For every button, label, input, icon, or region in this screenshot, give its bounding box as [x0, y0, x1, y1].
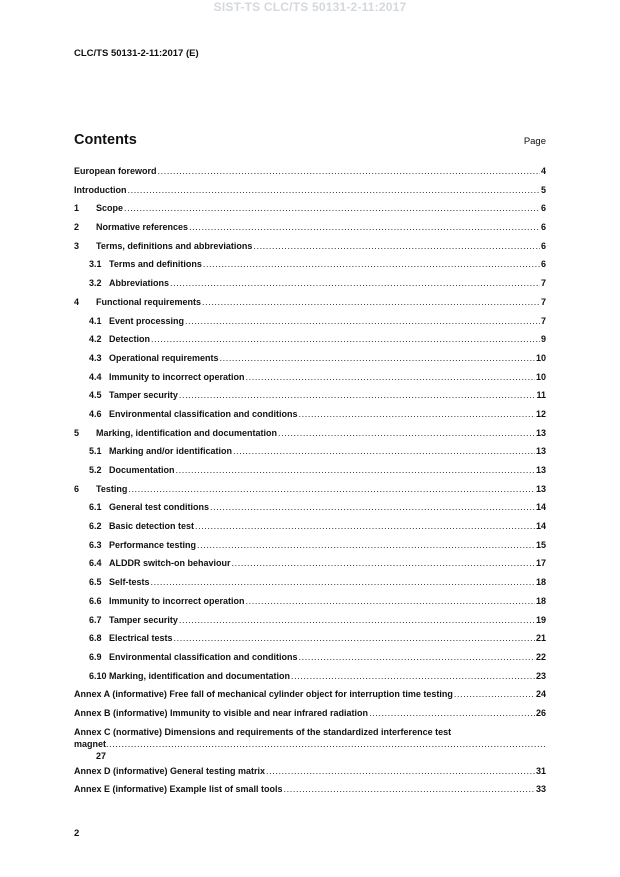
- toc-entry-number: 4.3: [89, 352, 102, 363]
- toc-entry-label: Functional requirements: [96, 296, 202, 307]
- toc-entry[interactable]: [74, 614, 546, 633]
- toc-entry-label: European foreword: [74, 166, 157, 176]
- toc-entry[interactable]: [74, 408, 546, 427]
- toc-entry-label: Normative references: [96, 222, 189, 233]
- toc-entry-label: Documentation: [109, 465, 175, 475]
- toc-entry-label: Annex E (informative) Example list of small tools: [74, 784, 283, 795]
- toc-entry-number: 5.1: [89, 446, 102, 457]
- toc-entry-number: 6.10: [89, 670, 107, 681]
- toc-entry-page: 22: [535, 651, 546, 662]
- toc-entry-label: Annex C (normative) Dimensions and requirements of the standardized interference test: [74, 726, 452, 737]
- toc-entry[interactable]: [74, 595, 546, 614]
- toc-entry-page: 13: [535, 427, 546, 438]
- contents-title: Contents: [74, 132, 137, 148]
- toc-entry-page: 6: [540, 240, 546, 251]
- toc-entry-number: 6: [74, 483, 80, 494]
- toc-leader-dots: [246, 371, 535, 383]
- toc-entry-label: Basic detection test: [109, 521, 195, 532]
- toc-entry-number: 6.4: [89, 558, 102, 569]
- toc-entry-page: 27: [96, 750, 107, 761]
- toc-leader-dots: [179, 614, 535, 626]
- toc-entry-page: 23: [535, 670, 546, 681]
- toc-entry-page: 19: [535, 614, 546, 625]
- toc-entry[interactable]: [74, 539, 546, 558]
- toc-leader-dots: [202, 296, 540, 308]
- toc-entry-page: 6: [540, 203, 546, 214]
- toc-leader-dots: [174, 632, 535, 644]
- toc-entry-page: 31: [535, 765, 546, 776]
- toc-leader-dots: [220, 352, 535, 364]
- toc-entry-page: 24: [535, 689, 546, 700]
- toc-entry[interactable]: [74, 520, 546, 539]
- toc-entry[interactable]: [74, 427, 546, 446]
- toc-leader-dots: [284, 783, 535, 795]
- toc-entry-page: 6: [540, 222, 546, 233]
- toc-entry[interactable]: [74, 371, 546, 390]
- toc-entry[interactable]: [74, 184, 546, 203]
- toc-entry-page: 9: [540, 334, 546, 345]
- toc-entry-page: 33: [535, 784, 546, 795]
- toc-entry-page: 11: [536, 390, 546, 401]
- toc-entry-label: General test conditions: [109, 502, 210, 513]
- toc-entry-label: Immunity to incorrect operation: [109, 595, 245, 606]
- toc-entry-number: 6.1: [89, 502, 102, 513]
- toc-entry-page: 15: [535, 539, 546, 550]
- toc-leader-dots: [278, 427, 535, 439]
- toc-entry-label: Introduction: [74, 184, 127, 195]
- toc-entry[interactable]: [74, 258, 546, 277]
- toc-leader-dots: [158, 165, 540, 177]
- toc-entry-label: Tamper security: [109, 614, 178, 625]
- toc-entry-number: 6.3: [89, 539, 102, 550]
- toc-entry-label: Event processing: [109, 315, 185, 326]
- toc-entry-page: 10: [535, 371, 546, 382]
- toc-entry[interactable]: [74, 688, 546, 707]
- toc-leader-dots: [246, 595, 535, 607]
- toc-entry-page: 26: [535, 707, 546, 718]
- toc-entry-label: Terms and definitions: [109, 259, 202, 270]
- toc-entry-label: Operational requirements: [109, 352, 219, 363]
- toc-entry-page: 7: [540, 296, 546, 307]
- toc-entry[interactable]: [74, 165, 546, 184]
- toc-entry-number: 3.2: [89, 278, 102, 289]
- toc-entry[interactable]: [74, 464, 546, 483]
- watermark: SIST-TS CLC/TS 50131-2-11:2017: [213, 0, 407, 14]
- toc-leader-dots: [124, 202, 540, 214]
- toc-entry-label: Detection: [109, 334, 151, 345]
- toc-entry[interactable]: [74, 557, 546, 576]
- toc-entry[interactable]: [74, 315, 546, 334]
- toc-leader-dots: [253, 240, 540, 252]
- page-column-label: Page: [523, 136, 546, 147]
- toc-entry[interactable]: [74, 202, 546, 221]
- toc-entry-page: 21: [535, 633, 546, 644]
- toc-entry-number: 4.1: [89, 315, 102, 326]
- toc-leader-dots: [232, 557, 535, 569]
- toc-entry-page: 7: [540, 315, 546, 326]
- toc-entry[interactable]: [74, 783, 546, 802]
- toc-leader-dots: [454, 688, 535, 700]
- toc-leader-dots: [299, 408, 535, 420]
- toc-entry-page: 13: [535, 483, 546, 494]
- toc-entry-label: Annex D (informative) General testing matrix: [74, 765, 266, 776]
- toc-entry-label: Electrical tests: [109, 633, 173, 644]
- toc-entry-number: 4.6: [89, 408, 102, 419]
- contents-heading: [74, 132, 546, 148]
- toc-entry-label: Tamper security: [109, 390, 178, 401]
- toc-leader-dots: [106, 738, 546, 750]
- toc-entry-page: 14: [535, 502, 546, 513]
- toc-leader-dots: [151, 576, 535, 588]
- toc-entry-page: 6: [540, 259, 546, 270]
- toc-entry[interactable]: [74, 221, 546, 240]
- toc-entry-page: 13: [535, 446, 546, 457]
- toc-entry-page: 18: [535, 595, 546, 606]
- toc-entry-number: 5: [74, 427, 80, 438]
- toc-entry-page: 12: [535, 408, 546, 419]
- toc-entry[interactable]: [74, 765, 546, 784]
- toc-entry-page: 14: [535, 521, 546, 532]
- toc-leader-dots: [179, 389, 536, 401]
- toc-entry-annex-c[interactable]: [74, 726, 546, 765]
- toc-entry-page: 5: [540, 184, 546, 195]
- toc-entry-label: Self-tests: [109, 577, 150, 588]
- toc-leader-dots: [176, 464, 535, 476]
- toc-entry-number: 5.2: [89, 465, 102, 475]
- toc-leader-dots: [291, 670, 535, 682]
- toc-entry-page: 18: [535, 577, 546, 588]
- toc-entry-number: 6.6: [89, 595, 102, 606]
- toc-entry[interactable]: [74, 277, 546, 296]
- toc-leader-dots: [210, 501, 535, 513]
- toc-entry-label: Immunity to incorrect operation: [109, 371, 245, 382]
- toc-entry[interactable]: [74, 352, 546, 371]
- toc-entry-page: 17: [535, 558, 546, 569]
- toc-entry-label: Annex B (informative) Immunity to visible and near infrared radiation: [74, 707, 369, 718]
- toc-entry-label: Performance testing: [109, 539, 197, 550]
- toc-entry-label: Marking and/or identification: [109, 446, 233, 457]
- toc-leader-dots: [299, 651, 535, 663]
- toc-entry-label: Environmental classification and conditions: [109, 408, 298, 419]
- toc-entry[interactable]: [74, 576, 546, 595]
- toc-entry-number: 2: [74, 222, 80, 233]
- toc-entry[interactable]: [74, 670, 546, 689]
- toc-entry[interactable]: [74, 483, 546, 502]
- toc-entry-label: Scope: [96, 203, 124, 214]
- toc-entry-label: Marking, identification and documentation: [109, 670, 291, 681]
- toc-entry[interactable]: [74, 296, 546, 315]
- toc-entry-number: 3.1: [89, 259, 102, 270]
- toc-leader-dots: [128, 184, 540, 196]
- toc-leader-dots: [151, 333, 540, 345]
- toc-entry[interactable]: [74, 445, 546, 464]
- toc-entry-label: Environmental classification and conditions: [109, 651, 298, 662]
- toc-entry-label: Annex A (informative) Free fall of mechanical cylinder object for interruption time testing: [74, 689, 453, 700]
- toc-entry-number: 6.8: [89, 633, 102, 644]
- toc-entry[interactable]: [74, 632, 546, 651]
- toc-leader-dots: [203, 258, 540, 270]
- toc-entry-label-continued: magnet: [74, 738, 107, 749]
- toc-leader-dots: [369, 707, 535, 719]
- toc-leader-dots: [195, 520, 535, 532]
- toc-entry-label: Terms, definitions and abbreviations: [96, 240, 253, 251]
- toc-entry-page: 7: [540, 278, 546, 289]
- toc-entry-label: Testing: [96, 483, 128, 494]
- toc-entry[interactable]: [74, 333, 546, 352]
- toc-entry-label: Marking, identification and documentation: [96, 427, 278, 438]
- toc-entry-page: 13: [535, 465, 546, 475]
- page-number: 2: [74, 828, 80, 839]
- toc-entry[interactable]: [74, 389, 546, 408]
- toc-leader-dots: [197, 539, 535, 551]
- toc-leader-dots: [266, 765, 535, 777]
- toc-entry[interactable]: [74, 651, 546, 670]
- toc-entry-label: Abbreviations: [109, 278, 170, 289]
- toc-entry-page: 4: [540, 166, 546, 176]
- toc-entry-number: 6.9: [89, 651, 102, 662]
- toc-entry-number: 4.5: [89, 390, 102, 401]
- toc-entry-page: 10: [535, 352, 546, 363]
- toc-entry[interactable]: [74, 707, 546, 726]
- toc-entry-number: 3: [74, 240, 80, 251]
- toc-entry[interactable]: [74, 501, 546, 520]
- toc-leader-dots: [185, 315, 540, 327]
- toc-leader-dots: [128, 483, 535, 495]
- toc-entry-number: 6.2: [89, 521, 102, 532]
- toc-entry-number: 6.5: [89, 577, 102, 588]
- table-of-contents: [74, 165, 546, 802]
- toc-leader-dots: [189, 221, 540, 233]
- toc-entry-number: 6.7: [89, 614, 102, 625]
- toc-leader-dots: [233, 445, 535, 457]
- toc-entry-number: 4: [74, 296, 80, 307]
- document-id: CLC/TS 50131-2-11:2017 (E): [74, 48, 199, 59]
- toc-entry[interactable]: [74, 240, 546, 259]
- toc-leader-dots: [170, 277, 540, 289]
- toc-entry-number: 1: [74, 203, 80, 214]
- toc-entry-number: 4.4: [89, 371, 102, 382]
- toc-entry-label: ALDDR switch-on behaviour: [109, 558, 231, 569]
- toc-entry-number: 4.2: [89, 334, 102, 345]
